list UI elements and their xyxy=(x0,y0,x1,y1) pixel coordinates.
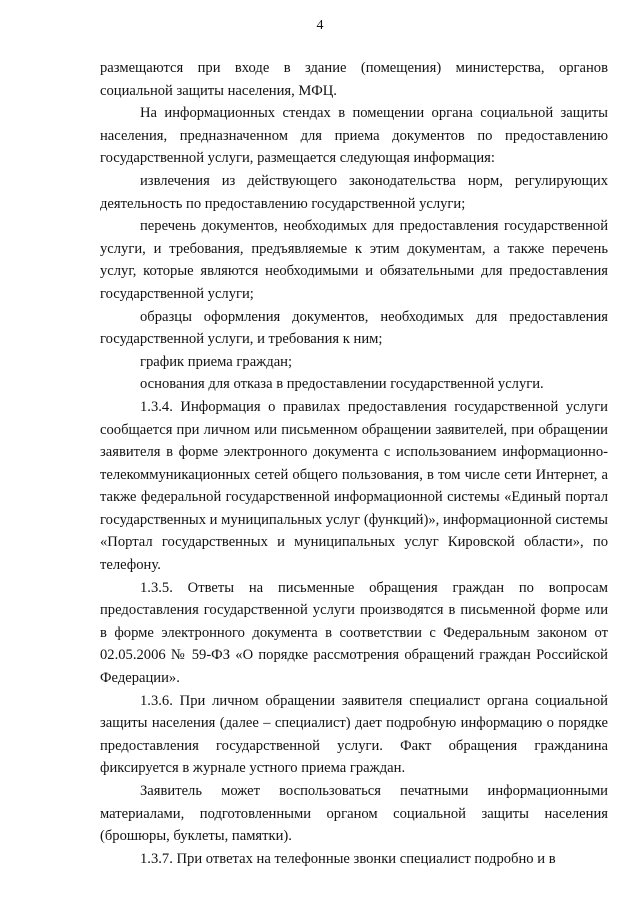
paragraph: перечень документов, необходимых для предоставления государственной услуги, и требования, предъявляемые к этим документам, а также перечень услуг, которые являются необходимыми и обязательными для предоставления государственной услуги; xyxy=(100,218,608,302)
paragraph: 1.3.4. Информация о правилах предоставления государственной услуги сообщается при личном или письменном обращении заявителей, при обращении заявителя в форме электронного документа с использованием информационно-телекоммуникационных сетей общего пользования, в том числе сети Интернет, а также федеральной государственной информационной системы «Единый портал государственных и муниципальных услуг (функций)», информационной системы «Портал государственных и муниципальных услуг Кировской области», по телефону. xyxy=(100,398,608,574)
paragraph: размещаются при входе в здание (помещения) министерства, органов социальной защиты населения, МФЦ. xyxy=(100,60,608,99)
paragraph: 1.3.5. Ответы на письменные обращения граждан по вопросам предоставления государственной услуги производятся в письменной форме или в форме электронного документа в соответствии с Федеральным законом от 02.05.2006 № 59-ФЗ «О порядке рассмотрения обращений граждан Российской Федерации». xyxy=(100,579,608,687)
paragraph: На информационных стендах в помещении органа социальной защиты населения, предназначенном для приема документов по предоставлению государственной услуги, размещается следующая информация: xyxy=(100,105,608,167)
paragraph: график приема граждан; xyxy=(140,353,293,370)
paragraph: основания для отказа в предоставлении государственной услуги. xyxy=(140,376,544,393)
paragraph: образцы оформления документов, необходимых для предоставления государственной услуги, и требования к ним; xyxy=(100,308,608,348)
paragraph: 1.3.6. При личном обращении заявителя специалист органа социальной защиты населения (далее – специалист) дает подробную информацию о порядке предоставления государственной услуги. Факт обращения гражданина фиксируется в журнале устного приема граждан. xyxy=(100,692,608,777)
paragraph: извлечения из действующего законодательства норм, регулирующих деятельность по предоставлению государственной услуги; xyxy=(100,172,608,212)
paragraph: Заявитель может воспользоваться печатными информационными материалами, подготовленными органом социальной защиты населения (брошюры, буклеты, памятки). xyxy=(100,783,608,845)
page-number: 4 xyxy=(316,18,324,33)
document-body xyxy=(100,57,608,870)
paragraph: 1.3.7. При ответах на телефонные звонки специалист подробно и в xyxy=(140,850,556,867)
